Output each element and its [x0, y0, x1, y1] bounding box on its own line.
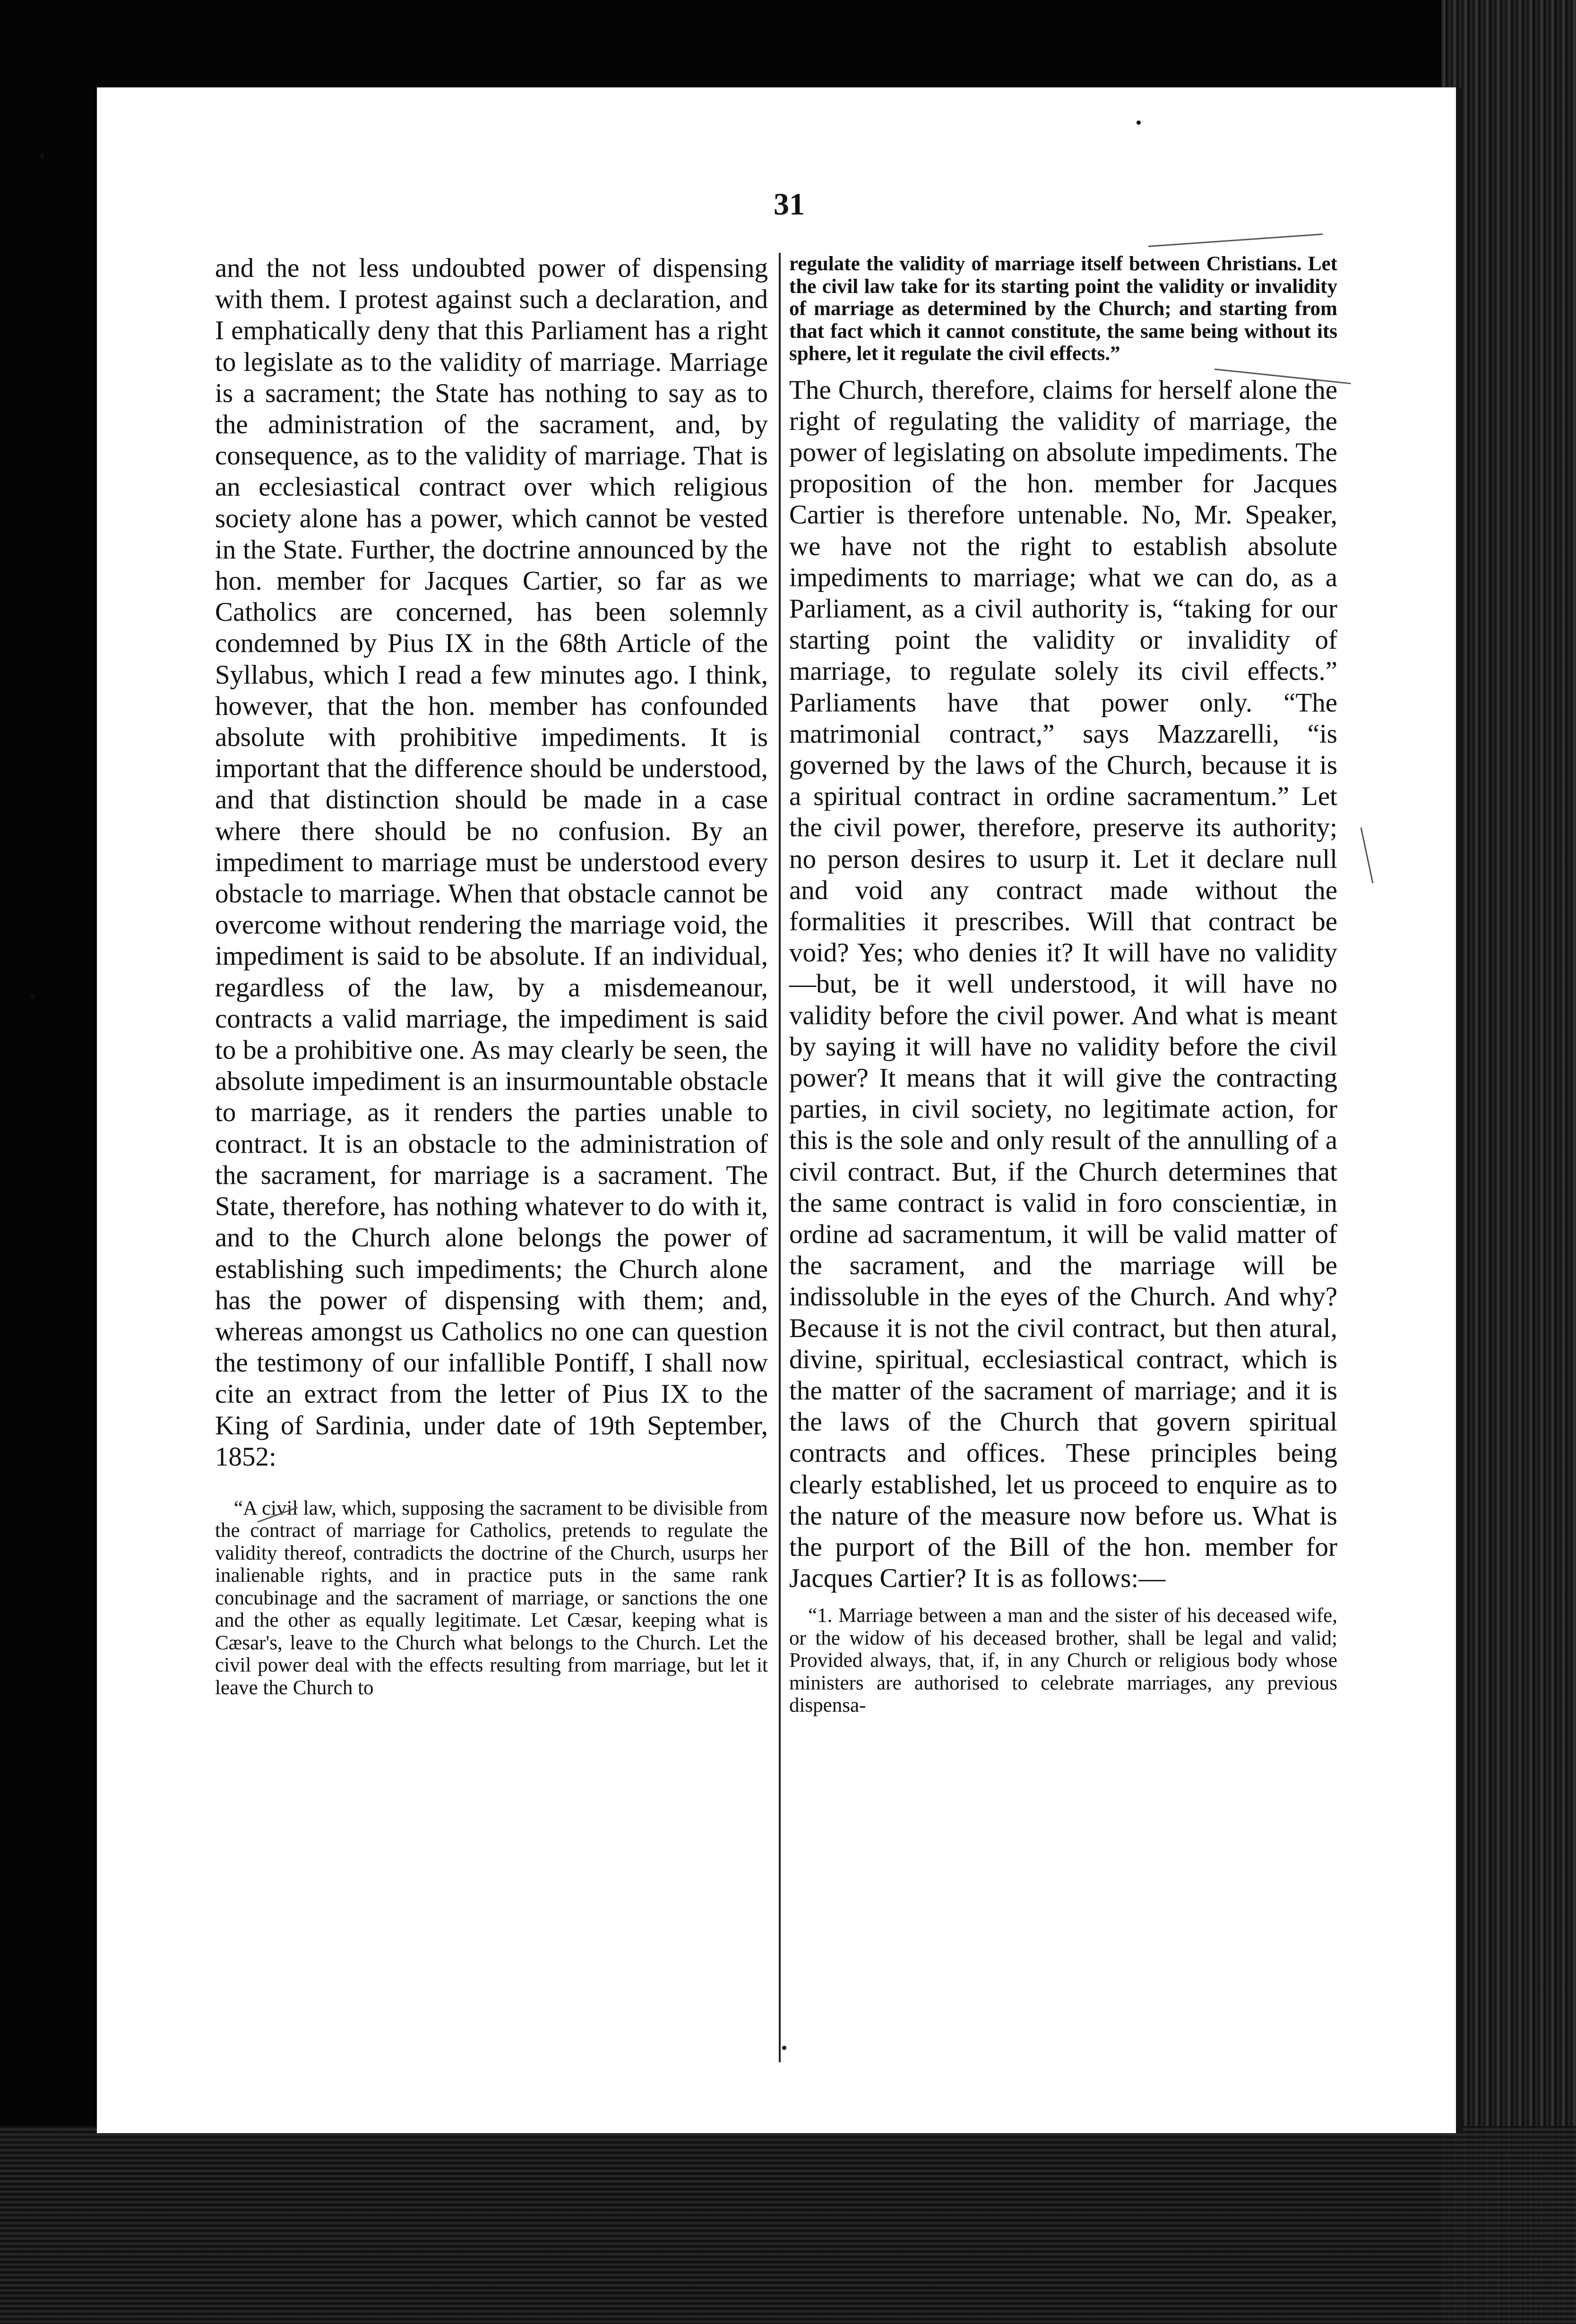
right-body-text: The Church, therefore, claims for herself alone the right of regulating the validity of marriage, the power of legislating on absolute impediments. The proposition of the hon. member for Jacques Cartier is therefore untenable. No, Mr. Speaker, we have not the right to establish absolute impediments to marriage; what we can do, as a Parliament, as a civil authority is, “taking for our starting point the validity or invalidity of marriage, to regulate solely its civil effects.” Parliaments have that power only. “The matrimonial contract,” says Mazzarelli, “is governed by the laws of the Church, because it is a spiritual contract in ordine sacramentum.” Let the civil power, therefore, preserve its authority; no person desires to usurp it. Let it declare null and void any contract made without the formalities it prescribes. Will that contract be void? Yes; who denies it? It will have no validity—but, be it well understood, it will have no validity before the civil power. And what is meant by saying it will have no validity before the civil power? It means that it will give the contracting parties, in civil society, no legitimate action, for this is the sole and only result of the annulling of a civil contract. But, if the Church determines that the same contract is valid in foro conscientiæ, in ordine ad sacramentum, it will be valid matter of the sacrament, and the marriage will be indissoluble in the eyes of the Church. And why? Because it is not the civil contract, but then atural, divine, spiritual, ecclesiastical contract, which is the matter of the sacrament of marriage; and it is the laws of the Church that govern spiritual contracts and offices. These principles being clearly established, let us proceed to enquire as to the nature of the measure now before us. What is the purport of the Bill of the hon. member for Jacques Cartier? It is as follows:— [789, 375, 1337, 1594]
right-quote-continuation: regulate the validity of marriage itself between Christians. Let the civil law take for its starting point the validity or invalidity of marriage as determined by the Church; and starting from that fact which it cannot constitute, the same being without its sphere, let it regulate the civil effects.” [789, 253, 1337, 365]
scan-edge-bottom [0, 2126, 1576, 2324]
dust-speck [1137, 120, 1141, 125]
dust-speck [40, 154, 44, 158]
dust-speck [782, 2046, 786, 2050]
right-column [789, 253, 1337, 1717]
dust-speck [31, 995, 35, 999]
left-body-text: and the not less undoubted power of dispensing with them. I protest against such a declaration, and I emphatically deny that this Parliament has a right to legislate as to the validity of marriage. Marriage is a sacrament; the State has nothing to say as to the administration of the sacrament, and, by consequence, as to the validity of marriage. That is an ecclesiastical contract over which religious society alone has a power, which cannot be vested in the State. Further, the doctrine announced by the hon. member for Jacques Cartier, so far as we Catholics are concerned, has been solemnly condemned by Pius IX in the 68th Article of the Syllabus, which I read a few minutes ago. I think, however, that the hon. member has confounded absolute with prohibitive impediments. It is important that the difference should be understood, and that distinction should be made in a case where there should be no confusion. By an impediment to marriage must be understood every obstacle to marriage. When that obstacle cannot be overcome without rendering the marriage void, the impediment is said to be absolute. If an individual, regardless of the law, by a misdemeanour, contracts a valid marriage, the impediment is said to be a prohibitive one. As may clearly be seen, the absolute impediment is an insurmountable obstacle to marriage, as it renders the parties unable to contract. It is an obstacle to the administration of the sacrament, for marriage is a sacrament. The State, therefore, has nothing whatever to do with it, and to the Church alone belongs the power of establishing such impediments; the Church alone has the power of dispensing with them; and, whereas amongst us Catholics no one can question the testimony of our infallible Pontiff, I shall now cite an extract from the letter of Pius IX to the King of Sardinia, under date of 19th September, 1852: [215, 253, 768, 1472]
left-column [215, 253, 768, 1699]
left-quote: “A civil law, which, supposing the sacrament to be divisible from the contract of marriage for Catholics, pretends to regulate the validity thereof, contradicts the doctrine of the Church, usurps her inalienable rights, and in practice puts in the same rank concubinage and the sacrament of marriage, or sanctions the one and the other as equally legitimate. Let Cæsar, keeping what is Cæsar's, leave to the Church what belongs to the Church. Let the civil power deal with the effects resulting from marriage, but let it leave the Church to [215, 1497, 768, 1699]
right-quote: “1. Marriage between a man and the sister of his deceased wife, or the widow of his deceased brother, shall be legal and valid; Provided always, that, if, in any Church or religious body whose ministers are authorised to celebrate marriages, any previous dispensa- [789, 1604, 1337, 1717]
column-divider [779, 253, 781, 2062]
page-number: 31 [774, 187, 805, 222]
